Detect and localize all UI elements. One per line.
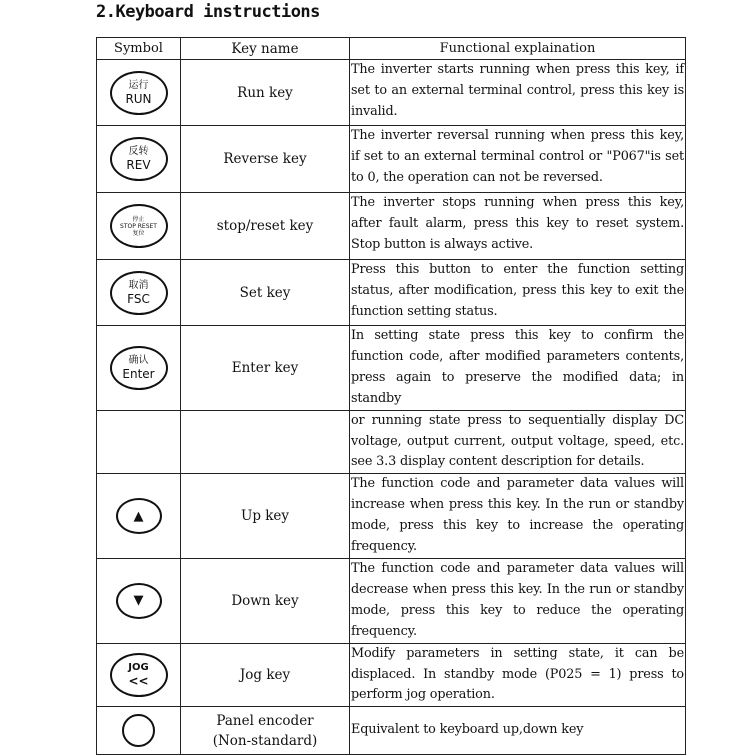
enter-key-icon <box>110 346 168 390</box>
keyboard-instructions-table <box>96 37 686 755</box>
symbol-cell <box>97 474 181 559</box>
table-row <box>97 260 686 326</box>
icon-label-bottom: FSC <box>127 291 150 306</box>
symbol-cell <box>97 260 181 326</box>
table-row <box>97 126 686 193</box>
symbol-cell <box>97 60 181 126</box>
table-row <box>97 558 686 643</box>
icon-label-bottom: RUN <box>125 91 152 106</box>
table-row <box>97 707 686 755</box>
icon-label-top: 确认 <box>128 354 149 366</box>
table-row <box>97 60 686 126</box>
icon-label-top: 运行 <box>128 79 149 91</box>
table-header-row <box>97 38 686 60</box>
icon-label-top: 取消 <box>128 279 149 291</box>
key-name: Run key <box>181 60 350 126</box>
up-triangle-glyph: ▲ <box>133 508 144 524</box>
table-row <box>97 326 686 411</box>
icon-label-bottom: REV <box>126 158 151 172</box>
up-triangle-icon <box>116 498 162 534</box>
key-name: Reverse key <box>181 126 350 193</box>
icon-label-bottom: Enter <box>122 366 155 381</box>
key-description: The function code and parameter data values will increase when press this key. In the run or standby mode, press this key to increase the operating frequency. <box>350 474 686 559</box>
key-description: or running state press to sequentially display DC voltage, output current, output voltage, speed, etc. see 3.3 display content description for details. <box>350 410 686 474</box>
key-description: The inverter reversal running when press this key, if set to an external terminal control or "P067"is set to 0, the operation can not be reversed. <box>350 126 686 193</box>
key-name <box>181 410 350 474</box>
symbol-cell <box>97 410 181 474</box>
icon-label-bottom: 复位 <box>132 229 145 237</box>
icon-label-top: 停止 <box>132 215 145 223</box>
symbol-cell <box>97 643 181 707</box>
symbol-cell <box>97 326 181 411</box>
symbol-cell <box>97 126 181 193</box>
reverse-key-icon <box>110 137 168 181</box>
key-name: stop/reset key <box>181 193 350 260</box>
run-key-icon <box>110 71 168 115</box>
key-description: The inverter stops running when press this key, after fault alarm, press this key to reset system. Stop button is always active. <box>350 193 686 260</box>
key-name: Enter key <box>181 326 350 411</box>
down-triangle-icon <box>116 583 162 619</box>
icon-label-top: 反转 <box>128 146 149 157</box>
key-name <box>181 707 350 755</box>
key-name: Jog key <box>181 643 350 707</box>
set-key-icon <box>110 271 168 315</box>
key-name: Up key <box>181 474 350 559</box>
icon-label-mid: STOP RESET <box>120 222 157 230</box>
symbol-cell <box>97 707 181 755</box>
table-row <box>97 474 686 559</box>
circle-encoder-icon <box>122 714 155 747</box>
icon-label-top: JOG <box>128 661 149 673</box>
jog-key-icon <box>110 653 168 697</box>
table-row <box>97 193 686 260</box>
key-description: The function code and parameter data values will decrease when press this key. In the run or standby mode, press this key to reduce the operating frequency. <box>350 558 686 643</box>
table-row <box>97 410 686 474</box>
symbol-cell <box>97 558 181 643</box>
icon-label-bottom: << <box>128 673 149 688</box>
page-title: 2.Keyboard instructions <box>96 2 320 22</box>
key-name: Set key <box>181 260 350 326</box>
key-description: Equivalent to keyboard up,down key <box>350 707 686 755</box>
table-row <box>97 643 686 707</box>
column-header-function: Functional explaination <box>350 38 686 60</box>
key-description: Press this button to enter the function setting status, after modification, press this key to exit the function setting status. <box>350 260 686 326</box>
key-name: Down key <box>181 558 350 643</box>
key-description: Modify parameters in setting state, it can be displaced. In standby mode (P025 = 1) press to perform jog operation. <box>350 643 686 707</box>
key-description: The inverter starts running when press this key, if set to an external terminal control, press this key is invalid. <box>350 60 686 126</box>
column-header-key-name: Key name <box>181 38 350 60</box>
stop-reset-key-icon <box>110 204 168 248</box>
column-header-symbol: Symbol <box>97 38 181 60</box>
symbol-cell <box>97 193 181 260</box>
key-name-line2: (Non-standard) <box>212 732 318 749</box>
key-description: In setting state press this key to confirm the function code, after modified parameters contents, press again to preserve the modified data; in standby <box>350 326 686 411</box>
key-name-line1: Panel encoder <box>216 712 314 729</box>
down-triangle-glyph: ▼ <box>133 593 144 609</box>
